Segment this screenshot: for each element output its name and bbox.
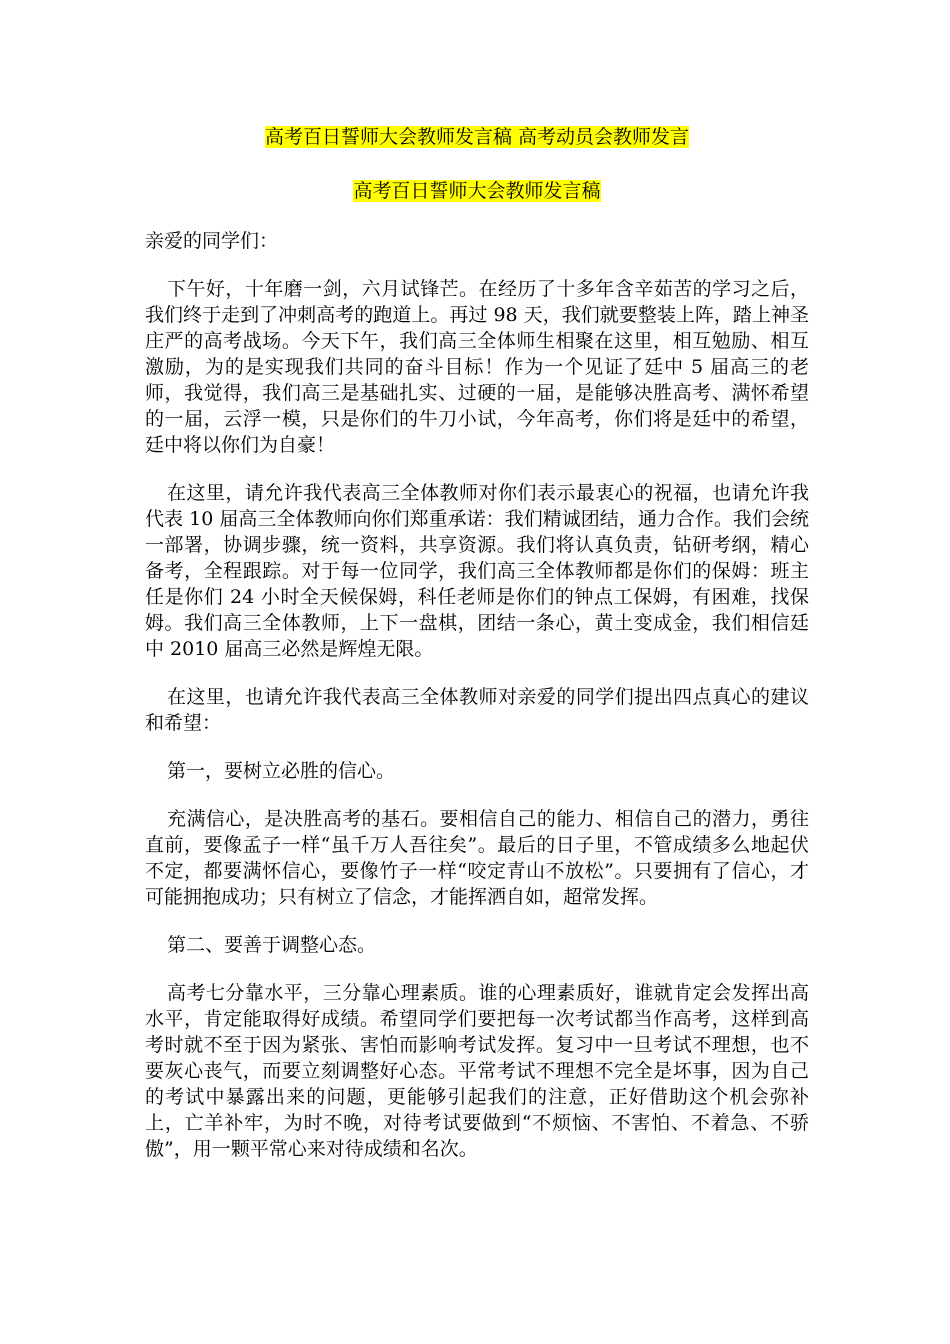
- document-title-highlight: 高考百日誓师大会教师发言稿 高考动员会教师发言: [264, 126, 690, 148]
- paragraph-mindset: 高考七分靠水平，三分靠心理素质。谁的心理素质好，谁就肯定会发挥出高水平，肯定能取得好成绩。希望同学们要把每一次考试都当作高考，这样到高考时就不至于因为紧张、害怕而影响考试发挥。复习中一旦考试不理想，也不要灰心丧气，而要立刻调整好心态。平常考试不理想不完全是坏事，因为自己的考试中暴露出来的问题，更能够引起我们的注意，正好借助这个机会弥补上，亡羊补牢，为时不晚，对待考试要做到“不烦恼、不害怕、不着急、不骄傲”，用一颗平常心来对待成绩和名次。: [145, 982, 809, 1160]
- document-subtitle-highlight: 高考百日誓师大会教师发言稿: [353, 180, 601, 202]
- document-page: [145, 118, 809, 1162]
- heading-point-one: 第一，要树立必胜的信心。: [167, 760, 396, 782]
- heading-point-two: 第二、要善于调整心态。: [167, 934, 377, 956]
- document-title: [145, 122, 809, 152]
- paragraph-suggestions-intro: 在这里，也请允许我代表高三全体教师对亲爱的同学们提出四点真心的建议和希望：: [145, 686, 809, 734]
- paragraph-confidence: 充满信心，是决胜高考的基石。要相信自己的能力、相信自己的潜力，勇往直前，要像孟子一样“虽千万人吾往矣”。最后的日子里，不管成绩多么地起伏不定，都要满怀信心，要像竹子一样“咬定青山不放松”。只要拥有了信心，才可能拥抱成功；只有树立了信念，才能挥洒自如，超常发挥。: [145, 808, 809, 908]
- salutation: 亲爱的同学们：: [145, 230, 279, 252]
- paragraph-promise: 在这里，请允许我代表高三全体教师对你们表示最衷心的祝福，也请允许我代表 10 届高三全体教师向你们郑重承诺：我们精诚团结，通力合作。我们会统一部署，协调步骤，统一资料，共享资源。我们将认真负责，钻研考纲，精心备考，全程跟踪。对于每一位同学，我们高三全体教师都是你们的保姆：班主任是你们 24 小时全天候保姆，科任老师是你们的钟点工保姆，有困难，找保姆。我们高三全体教师，上下一盘棋，团结一条心，黄土变成金，我们相信廷中 2010 届高三必然是辉煌无限。: [145, 482, 809, 660]
- paragraph-greeting: 下午好，十年磨一剑，六月试锋芒。在经历了十多年含辛茹苦的学习之后，我们终于走到了冲刺高考的跑道上。再过 98 天，我们就要整装上阵，踏上神圣庄严的高考战场。今天下午，我们高三全体师生相聚在这里，相互勉励、相互激励，为的是实现我们共同的奋斗目标！作为一个见证了廷中 5 届高三的老师，我觉得，我们高三是基础扎实、过硬的一届，是能够决胜高考、满怀希望的一届，云浮一模，只是你们的牛刀小试，今年高考，你们将是廷中的希望，廷中将以你们为自豪！: [145, 278, 809, 456]
- document-subtitle: [145, 176, 809, 206]
